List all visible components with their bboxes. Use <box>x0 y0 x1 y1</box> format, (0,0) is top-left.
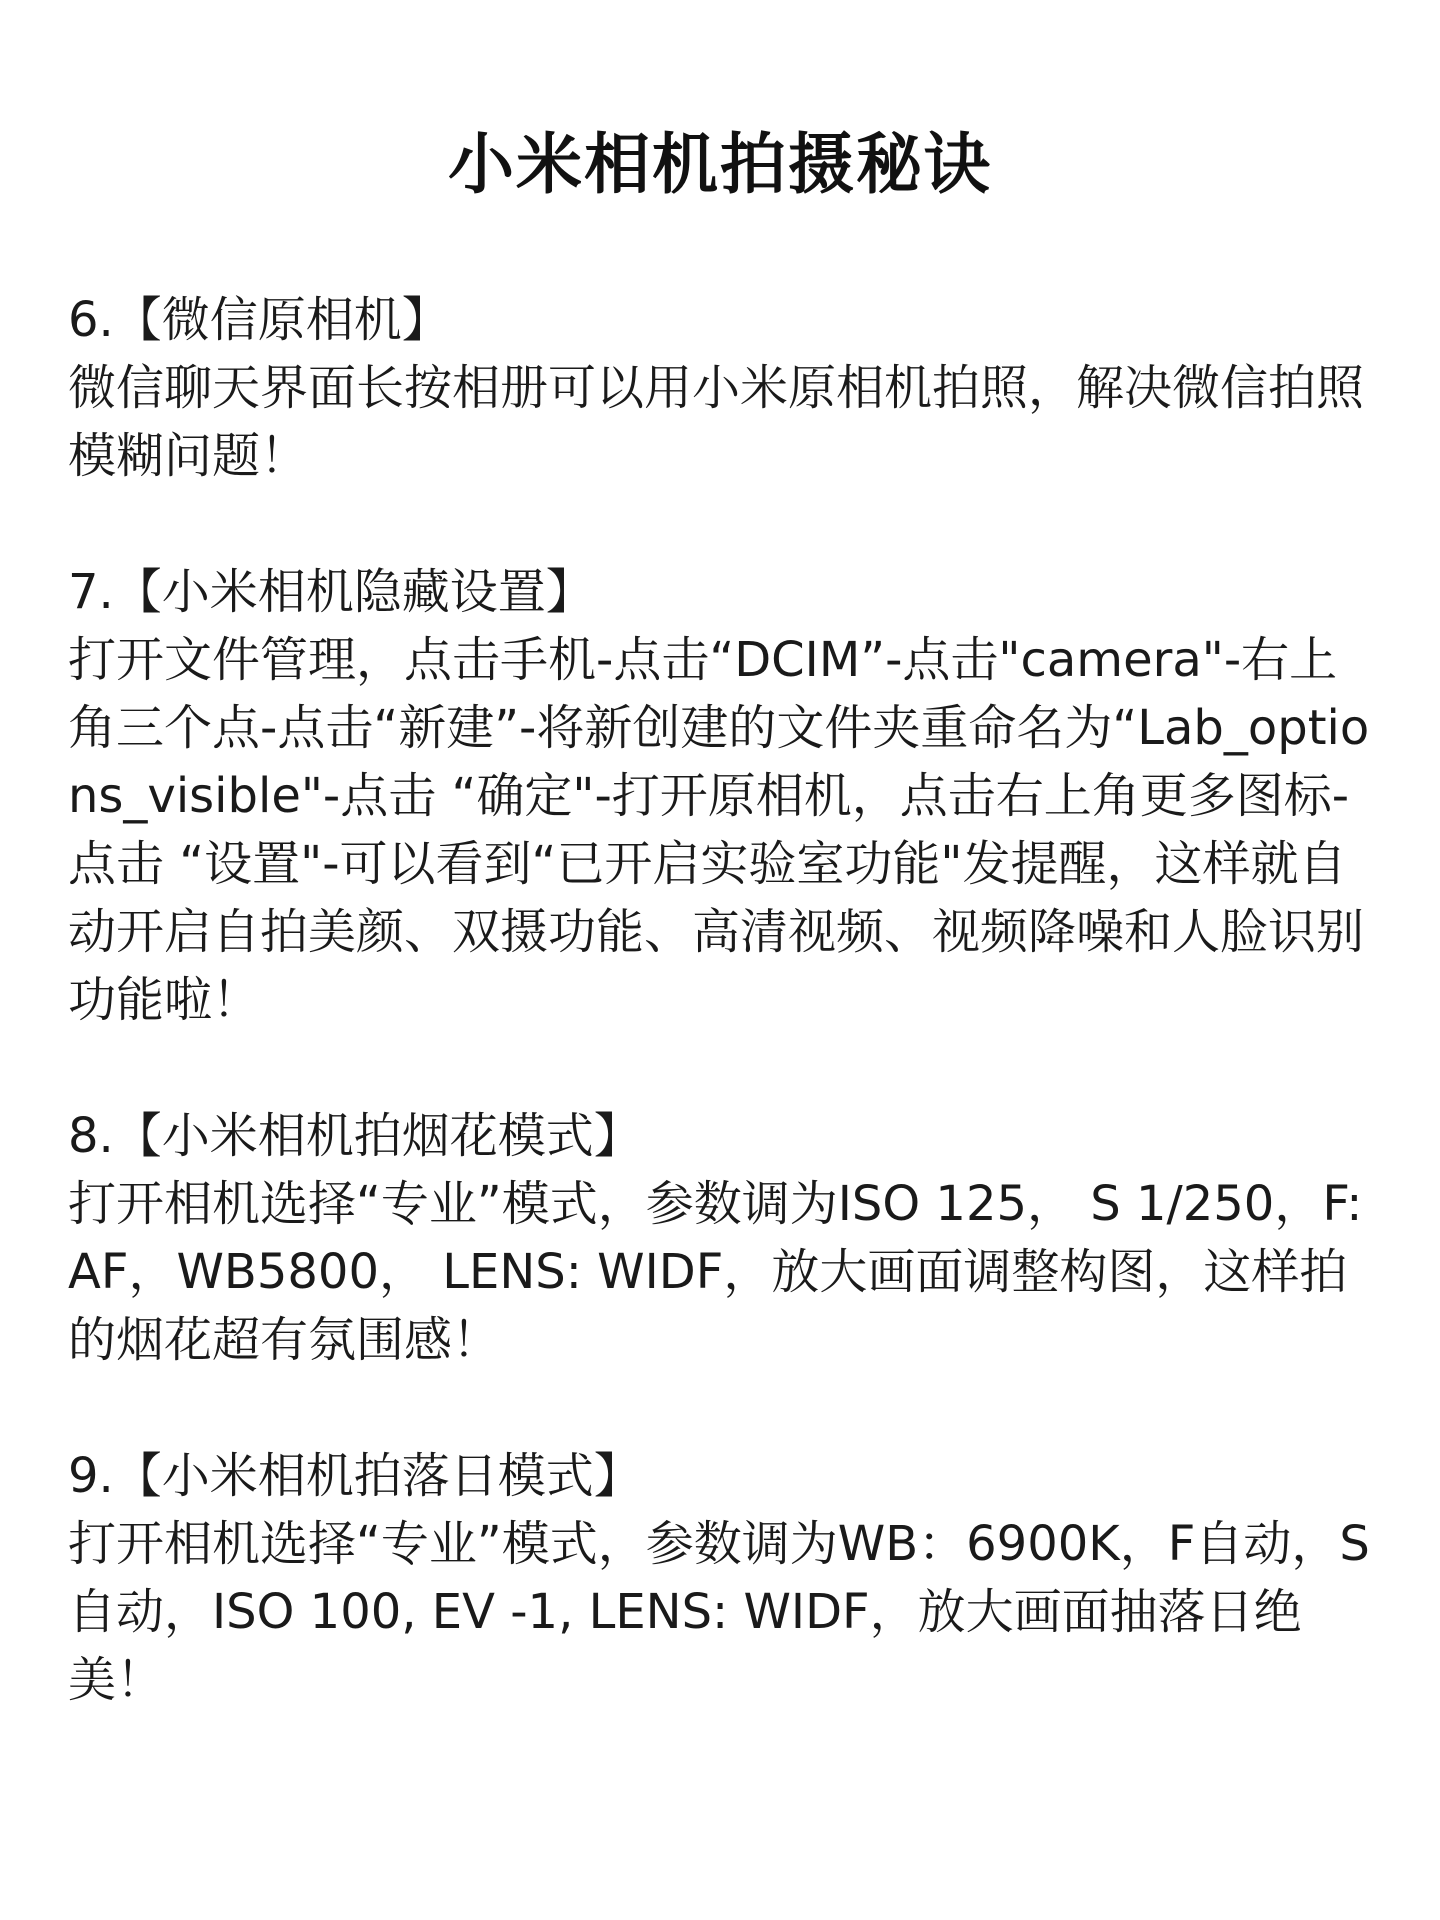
tip-heading: 8.【小米相机拍烟花模式】 <box>68 1108 642 1164</box>
page-title: 小米相机拍摄秘诀 <box>448 126 992 203</box>
tip-section-6 <box>68 286 1372 490</box>
tip-heading: 7.【小米相机隐藏设置】 <box>68 564 594 620</box>
tip-body: 打开相机选择“专业”模式，参数调为ISO 125， S 1/250，F: AF，WB5800， LENS: WIDF，放大画面调整构图，这样拍的烟花超有氛围感！ <box>68 1176 1363 1368</box>
tip-section-9 <box>68 1442 1372 1714</box>
tip-section-8 <box>68 1102 1372 1374</box>
tip-heading: 6.【微信原相机】 <box>68 292 450 348</box>
tip-heading: 9.【小米相机拍落日模式】 <box>68 1448 642 1504</box>
tip-body: 微信聊天界面长按相册可以用小米原相机拍照，解决微信拍照模糊问题！ <box>68 360 1365 484</box>
tip-body: 打开文件管理，点击手机-点击“DCIM”-点击"camera"-右上角三个点-点击“新建”-将新创建的文件夹重命名为“Lab_options_visible"-点击 “确定"-打开原相机，点击右上角更多图标-点击 “设置"-可以看到“已开启实验室功能"发提醒，这样就自动开启自拍美颜、双摄功能、高清视频、视频降噪和人脸识别功能啦！ <box>68 632 1370 1028</box>
tip-section-7 <box>68 558 1372 1034</box>
tip-body: 打开相机选择“专业”模式，参数调为WB：6900K，F自动，S自动，ISO 100, EV -1, LENS: WIDF，放大画面抽落日绝美！ <box>68 1516 1370 1708</box>
